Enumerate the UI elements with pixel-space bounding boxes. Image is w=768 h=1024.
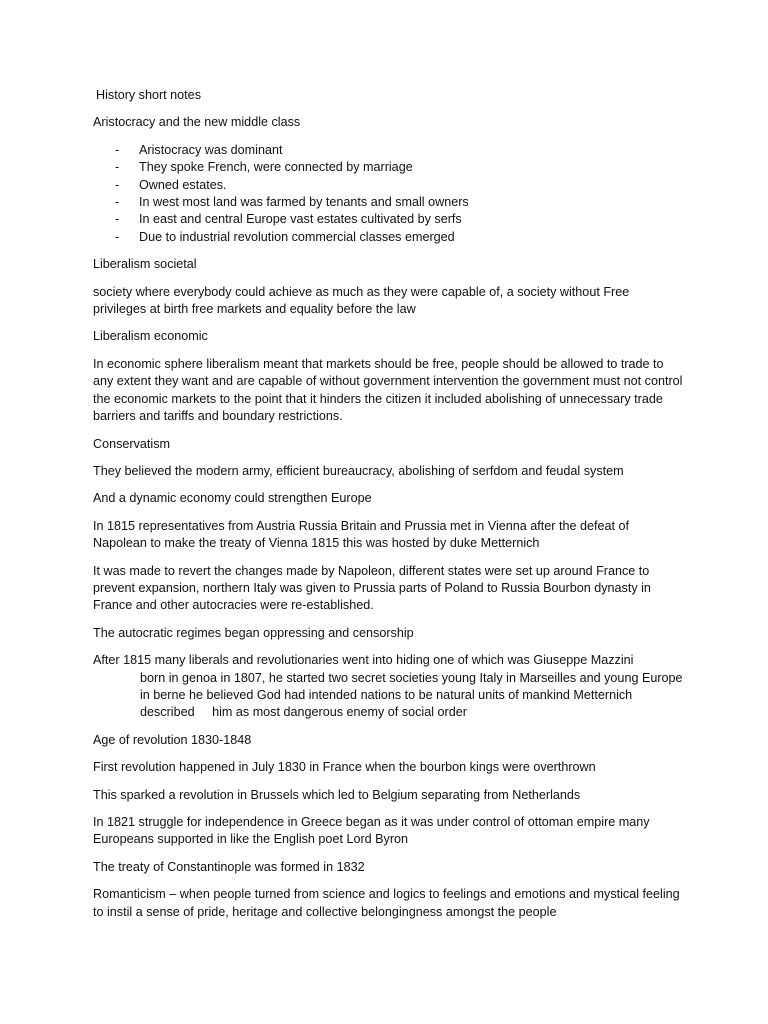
- paragraph-greece: In 1821 struggle for independence in Greece began as it was under control of ottoman empire many Europeans supported in like the English poet Lord Byron: [93, 815, 650, 847]
- paragraph-conservatism-2: And a dynamic economy could strengthen Europe: [93, 491, 372, 506]
- paragraph-revolution-1830: First revolution happened in July 1830 in France when the bourbon kings were overthrown: [93, 760, 596, 775]
- bullet-dash: -: [115, 212, 120, 227]
- paragraph-mazzini: [93, 652, 687, 722]
- paragraph-liberalism-societal: society where everybody could achieve as much as they were capable of, a society without Free privileges at birth free markets and equality before the law: [93, 284, 630, 317]
- paragraph-mazzini-indented: born in genoa in 1807, he started two secret societies young Italy in Marseilles and young Europe in berne he believed God had intended nations to be natural units of mankind Metternich described him as most dangerous enemy of social order: [140, 670, 687, 720]
- bullet-dash: -: [115, 229, 120, 244]
- list-item: - In east and central Europe vast estates cultivated by serfs: [93, 211, 683, 228]
- paragraph-constantinople: The treaty of Constantinople was formed in 1832: [93, 859, 365, 874]
- document-title: History short notes: [96, 88, 201, 102]
- paragraph-vienna-2: It was made to revert the changes made by Napoleon, different states were set up around France to prevent expansion, northern Italy was given to Prussia parts of Poland to Russia Bourbon dynasty in France and other autocracies were re-established.: [93, 563, 651, 613]
- heading-aristocracy: Aristocracy and the new middle class: [93, 115, 301, 130]
- list-item: - In west most land was farmed by tenants and small owners: [93, 194, 683, 211]
- document-page: [93, 87, 687, 931]
- paragraph-mazzini-first-line: After 1815 many liberals and revolutionaries went into hiding one of which was Giuseppe Mazzini: [93, 653, 634, 668]
- paragraph-vienna-1: In 1815 representatives from Austria Russia Britain and Prussia met in Vienna after the defeat of Napolean to make the treaty of Vienna 1815 this was hosted by duke Metternich: [93, 518, 629, 551]
- paragraph-romanticism: Romanticism – when people turned from science and logics to feelings and emotions and mystical feeling to instil a sense of pride, heritage and collective belongingness amongst the people: [93, 887, 680, 919]
- heading-conservatism: Conservatism: [93, 436, 170, 451]
- aristocracy-list: [93, 142, 683, 246]
- bullet-dash: -: [115, 160, 120, 175]
- paragraph-autocratic: The autocratic regimes began oppressing and censorship: [93, 625, 414, 640]
- list-item: - Due to industrial revolution commercial classes emerged: [93, 229, 683, 246]
- paragraph-liberalism-economic: In economic sphere liberalism meant that markets should be free, people should be allowed to trade to any extent they want and are capable of without government intervention the government must not control the economic markets to the point that it hinders the citizen it included abolishing of unnecessary trade barriers and tariffs and boundary restrictions.: [93, 356, 683, 424]
- list-item: - Owned estates.: [93, 177, 683, 194]
- paragraph-conservatism-1: They believed the modern army, efficient bureaucracy, abolishing of serfdom and feudal system: [93, 463, 624, 478]
- list-item: - Aristocracy was dominant: [93, 142, 683, 159]
- list-item: - They spoke French, were connected by marriage: [93, 159, 683, 176]
- paragraph-brussels: This sparked a revolution in Brussels which led to Belgium separating from Netherlands: [93, 787, 581, 802]
- bullet-dash: -: [115, 142, 120, 157]
- heading-liberalism-societal: Liberalism societal: [93, 257, 197, 272]
- bullet-dash: -: [115, 177, 120, 192]
- bullet-dash: -: [115, 195, 120, 210]
- heading-age-of-revolution: Age of revolution 1830-1848: [93, 732, 252, 747]
- heading-liberalism-economic: Liberalism economic: [93, 329, 208, 344]
